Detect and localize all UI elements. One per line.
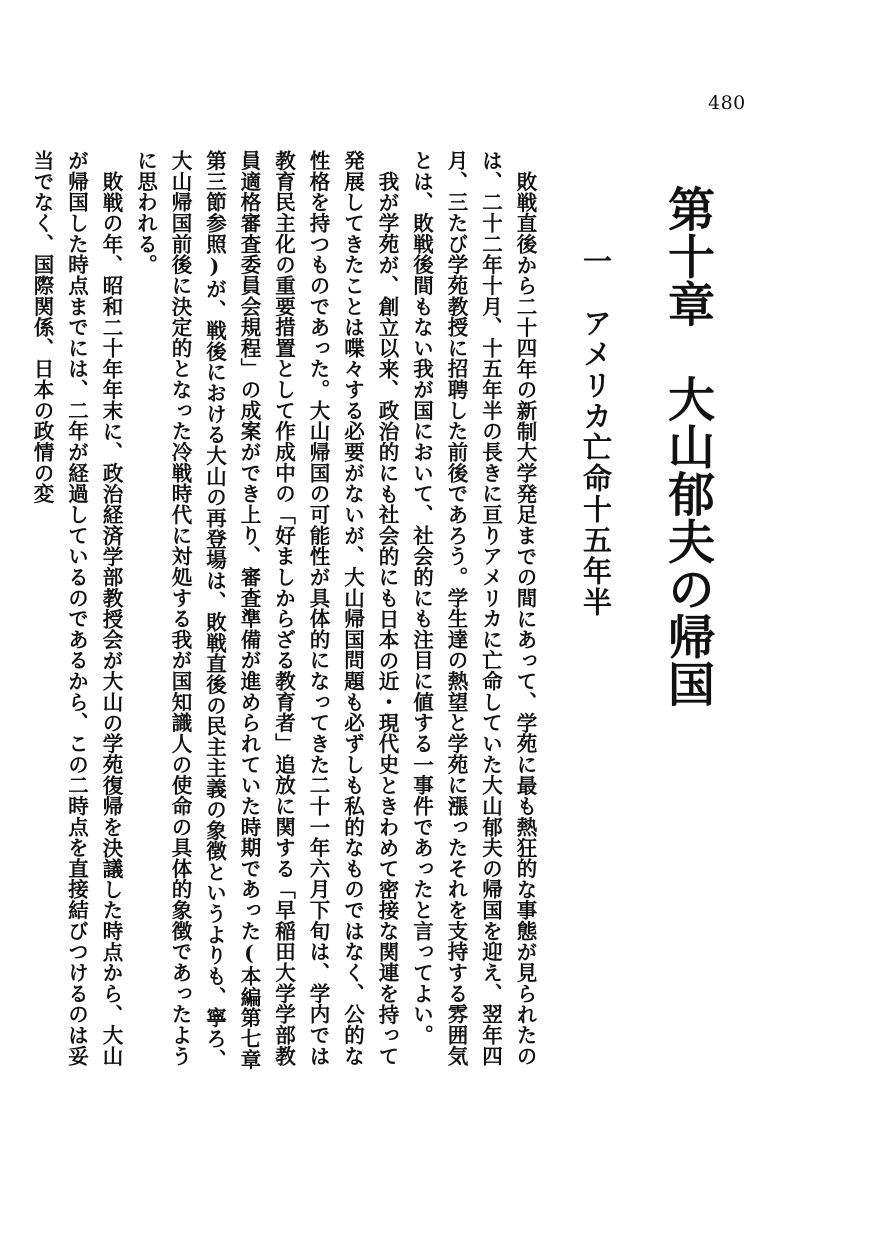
paragraph: 我が学苑が、創立以来、政治的にも社会的にも日本の近・現代史ときわめて密接な関連を持って発展してきたことは喋々する必要がないが、大山帰国問題も必ずしも私的なものではなく、公的な性格を持つものであった。大山帰国の可能性が具体的になってきた二十一年六月下旬は、学内では教育民主化の重要措置として作成中の「好ましからざる教育者」追放に関する「早稲田大学学部教員適格審査委員会規程」の成案ができ上り、審査準備が進められていた時期であった(本編第七章第三節参照)が、戦後における大山の再登場は、敗戦直後の民主主義の象徴というよりも、寧ろ、大山帰国前後に決定的となった冷戦時代に対処する我が国知識人の使命の具体的象徴であったように思われる。 — [133, 150, 399, 1070]
paragraph: 敗戦の年、昭和二十年年末に、政治経済学部教授会が大山の学苑復帰を決議した時点から、大山が帰国した時点までには、二年が経過しているのであるから、この二時点を直接結びつけるのは妥当でなく、国際関係、日本の政情の変 — [30, 150, 123, 1067]
section-title: 一 アメリカ亡命十五年半 — [579, 246, 613, 618]
page-number: 480 — [708, 92, 746, 114]
chapter-title: 第十章 大山郁夫の帰国 — [660, 185, 715, 708]
body-text — [30, 150, 542, 1080]
paragraph: 敗戦直後から二十四年の新制大学発足までの間にあって、学苑に最も熱狂的な事態が見られたのは、二十二年十月、十五年半の長きに亘りアメリカに亡命していた大山郁夫の帰国を迎え、翌年四月、三たび学苑教授に招聘した前後であろう。学生達の熱望と学苑に漲ったそれを支持する雰囲気とは、敗戦後間もない我が国において、社会的にも注目に値する一事件であったと言ってよい。 — [409, 150, 537, 1067]
